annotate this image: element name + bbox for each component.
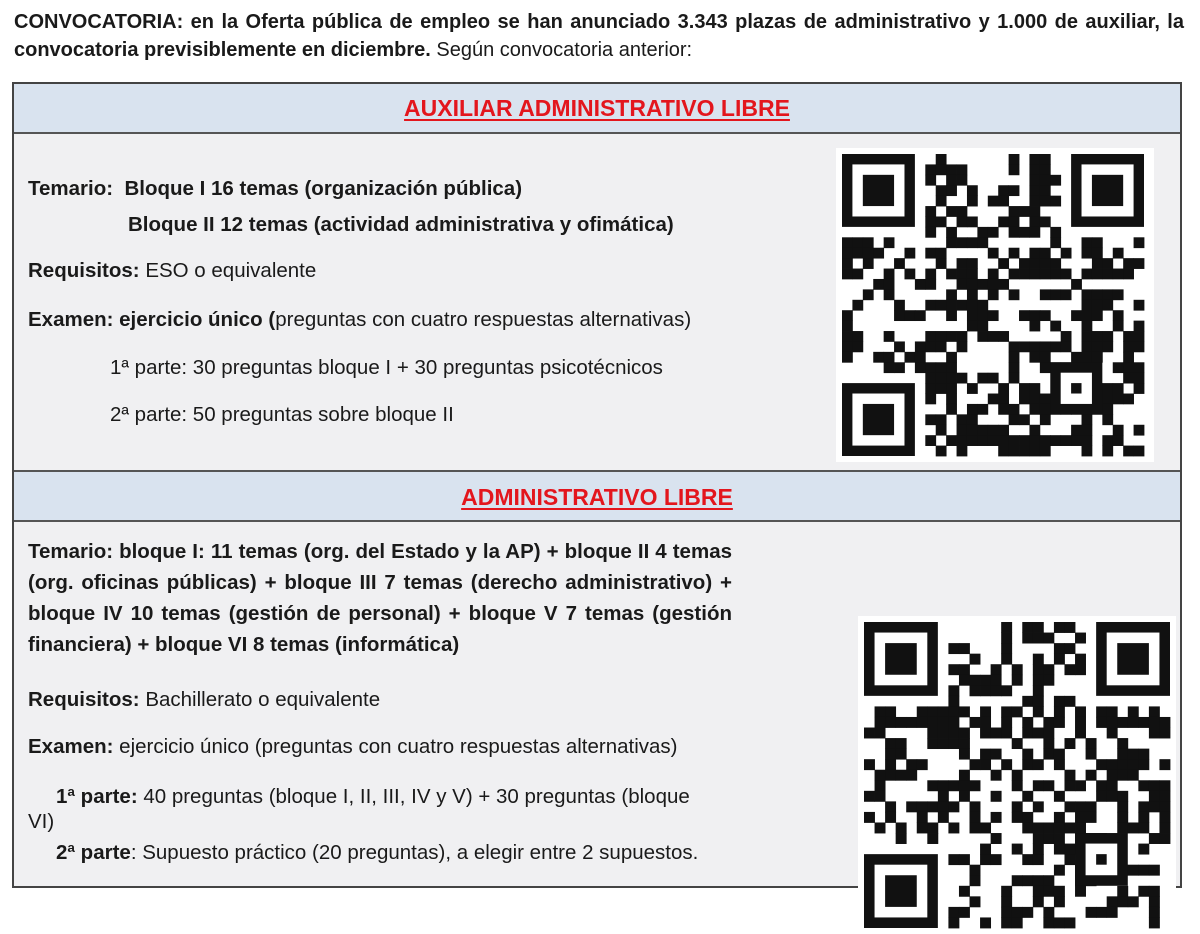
qr-code-icon[interactable] [858, 616, 1176, 934]
auxiliar-requisitos-label: Requisitos: [28, 259, 140, 282]
auxiliar-title: AUXILIAR ADMINISTRATIVO LIBRE [404, 95, 790, 121]
auxiliar-examen-value: preguntas con cuatro respuestas alternativas) [275, 308, 692, 331]
intro-bold-text: CONVOCATORIA: en la Oferta pública de empleo se han anunciado 3.343 plazas de administrativo y 1.000 de auxiliar, la convocatoria previsiblemente en diciembre. [14, 11, 1184, 61]
administrativo-header [14, 470, 1180, 522]
administrativo-requisitos-row [28, 687, 380, 713]
auxiliar-examen-label: Examen: ejercicio único ( [28, 308, 276, 331]
administrativo-examen-value: ejercicio único (preguntas con cuatro respuestas alternativas) [113, 735, 678, 758]
auxiliar-requisitos-row [28, 258, 316, 284]
administrativo-parte1-value-a: 40 preguntas (bloque I, II, III, IV y V) + 30 preguntas (bloque [137, 785, 690, 808]
auxiliar-examen-row [28, 307, 691, 333]
administrativo-parte1-row [56, 784, 690, 810]
administrativo-requisitos-value: Bachillerato o equivalente [139, 688, 381, 711]
auxiliar-header [14, 84, 1180, 134]
auxiliar-temario-label: Temario: [28, 177, 114, 200]
qr-code-icon[interactable] [836, 148, 1154, 462]
administrativo-parte2-value: : Supuesto práctico (20 preguntas), a elegir entre 2 supuestos. [130, 841, 699, 864]
administrativo-requisitos-label: Requisitos: [28, 688, 140, 711]
intro-paragraph [14, 8, 1184, 64]
auxiliar-temario-line1: Bloque I 16 temas (organización pública) [124, 177, 523, 200]
administrativo-parte2-row [56, 840, 698, 866]
auxiliar-temario-line2: Bloque II 12 temas (actividad administrativa y ofimática) [128, 213, 674, 236]
administrativo-parte1-label: 1ª parte: [56, 785, 138, 808]
convocatoria-table [12, 82, 1182, 888]
administrativo-temario: Temario: bloque I: 11 temas (org. del Estado y la AP) + bloque II 4 temas (org. oficinas públicas) + bloque III 7 temas (derecho administrativo) + bloque IV 10 temas (gestión de personal) + bloque V 7 temas (gestión financiera) + bloque VI 8 temas (informática) [28, 540, 732, 656]
auxiliar-temario-row [28, 176, 522, 202]
administrativo-examen-label: Examen: [28, 735, 114, 758]
auxiliar-parte1: 1ª parte: 30 preguntas bloque I + 30 preguntas psicotécnicos [110, 356, 663, 379]
administrativo-title: ADMINISTRATIVO LIBRE [461, 484, 733, 510]
administrativo-examen-row [28, 734, 678, 760]
administrativo-parte1-value-b: VI) [28, 810, 55, 833]
auxiliar-parte2: 2ª parte: 50 preguntas sobre bloque II [110, 403, 454, 426]
auxiliar-requisitos-value: ESO o equivalente [139, 259, 317, 282]
administrativo-section [14, 522, 1180, 886]
administrativo-parte2-label: 2ª parte [56, 841, 131, 864]
auxiliar-section [14, 134, 1180, 470]
intro-normal-text: Según convocatoria anterior: [430, 39, 693, 61]
